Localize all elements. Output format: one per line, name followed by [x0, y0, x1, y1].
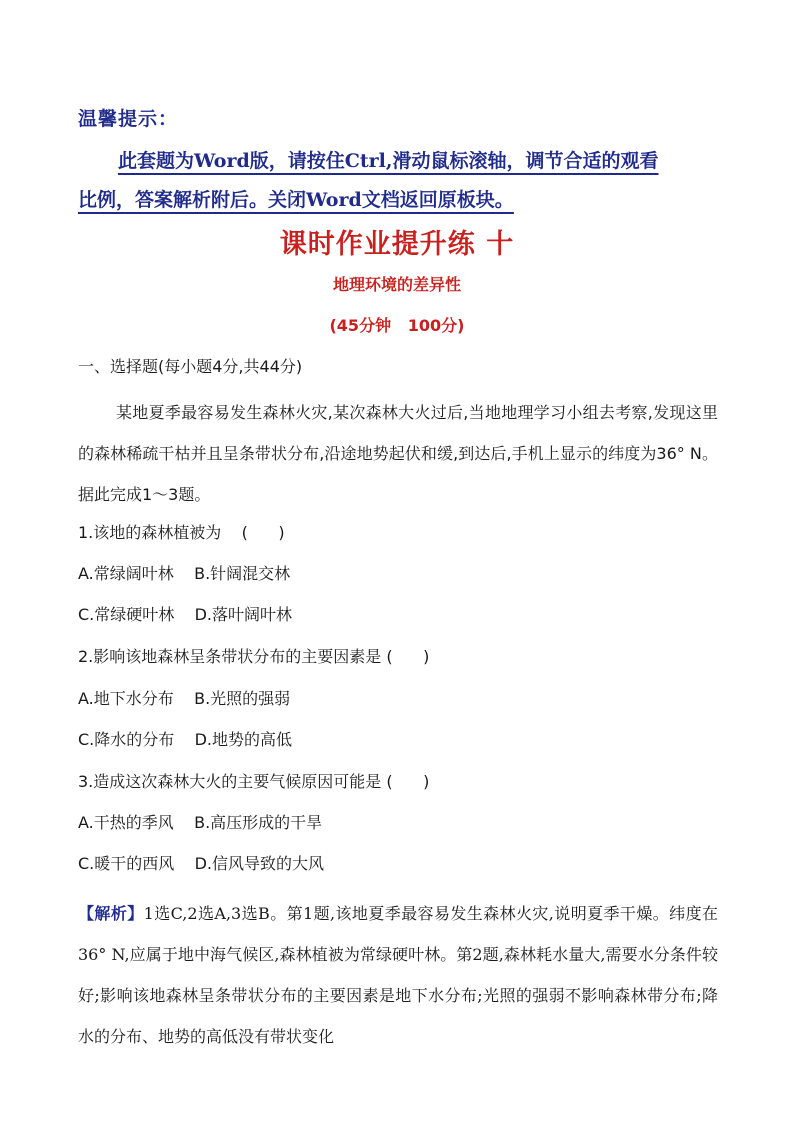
question-1-options-ab: A.常绿阔叶林 B.针阔混交林 — [78, 564, 291, 583]
question-3-stem: 3.造成这次森林大火的主要气候原因可能是 ( ) — [78, 772, 430, 791]
section-heading: 一、选择题(每小题4分,共44分) — [78, 357, 303, 376]
analysis-tag: 【解析】 — [78, 904, 144, 923]
question-1-stem: 1.该地的森林植被为 ( ) — [78, 523, 285, 542]
passage-text: 某地夏季最容易发生森林火灾,某次森林大火过后,当地地理学习小组去考察,发现这里的森林稀疏干枯并且呈条带状分布,沿途地势起伏和缓,到达后,手机上显示的纬度为36° N。据此完成1～3题。 — [78, 403, 718, 504]
page-title: 课时作业提升练 十 — [279, 229, 515, 260]
tip-line-1 — [78, 142, 723, 181]
question-1-options-cd: C.常绿硬叶林 D.落叶阔叶林 — [78, 605, 293, 624]
page-subtitle: 地理环境的差异性 — [332, 275, 461, 294]
question-2-options-cd: C.降水的分布 D.地势的高低 — [78, 730, 293, 749]
tip-line-2 — [78, 181, 723, 220]
question-3-options-cd: C.暖干的西风 D.信风导致的大风 — [78, 854, 325, 873]
question-3-options-ab: A.干热的季风 B.高压形成的干旱 — [78, 813, 323, 832]
analysis-text: 1选C,2选A,3选B。第1题,该地夏季最容易发生森林火灾,说明夏季干燥。纬度在36° N,应属于地中海气候区,森林植被为常绿硬叶林。第2题,森林耗水量大,需要水分条件较好;影响该地森林呈条带状分布的主要因素是地下水分布;光照的强弱不影响森林带分布;降水的分布、地势的高低没有带状变化 — [78, 904, 718, 1046]
tip-heading: 温馨提示： — [78, 108, 179, 130]
time-score: (45分钟 100分) — [329, 316, 465, 335]
question-2-options-ab: A.地下水分布 B.光照的强弱 — [78, 689, 291, 708]
analysis-block — [78, 893, 718, 1057]
tip-line-2-text: 比例，答案解析附后。关闭Word文档返回原板块。 — [78, 189, 514, 211]
tip-text — [78, 142, 723, 220]
question-2-stem: 2.影响该地森林呈条带状分布的主要因素是 ( ) — [78, 647, 430, 666]
tip-line-1-text: 此套题为Word版，请按住Ctrl,滑动鼠标滚轴，调节合适的观看 — [118, 150, 659, 172]
